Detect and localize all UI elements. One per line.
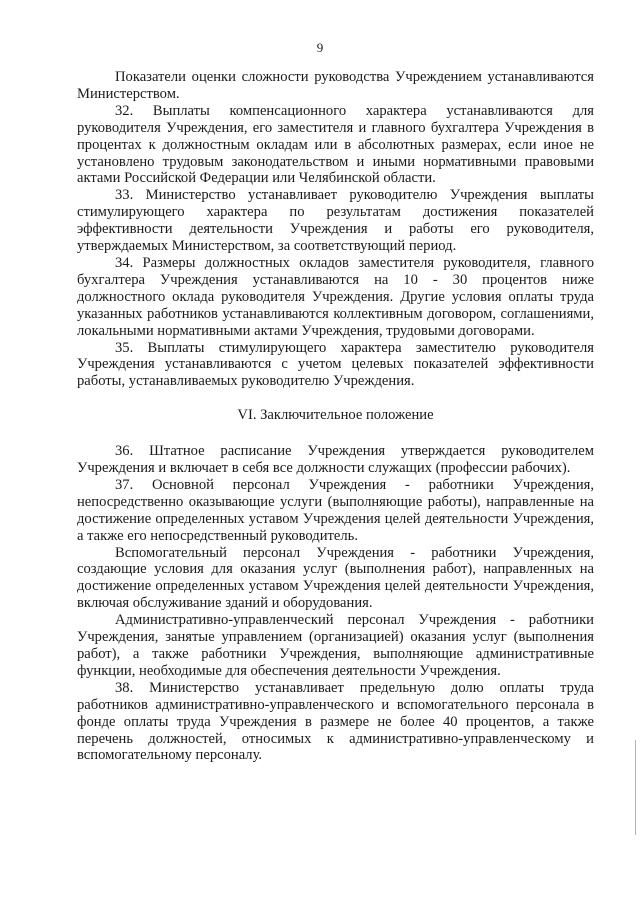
scan-edge-mark xyxy=(635,740,636,835)
paragraph-34: 34. Размеры должностных окладов заместителя руководителя, главного бухгалтера Учреждения устанавливаются на 10 - 30 процентов ниже должностного оклада руководителя Учреждения. Другие условия оплаты труда указанных работников устанавливаются коллективным договором, соглашениями, локальными нормативными актами Учреждения, трудовыми договорами. xyxy=(77,254,594,339)
paragraph-assessment-indicators: Показатели оценки сложности руководства Учреждением устанавливаются Министерством. xyxy=(77,69,594,102)
paragraph-35: 35. Выплаты стимулирующего характера заместителю руководителя Учреждения устанавливаются с учетом целевых показателей эффективности работы, устанавливаемых руководителю Учреждения. xyxy=(77,339,594,390)
paragraph-38: 38. Министерство устанавливает предельную долю оплаты труда работников административно-управленческого и вспомогательного персонала в фонде оплаты труда Учреждения в размере не более 40 процентов, а также перечень должностей, относимых к административно-управленческому и вспомогательному персоналу. xyxy=(77,679,594,764)
paragraph-37: 37. Основной персонал Учреждения - работники Учреждения, непосредственно оказывающие услуги (выполняющие работы), направленные на достижение определенных уставом Учреждения целей деятельности Учреждения, а также его непосредственный руководитель. xyxy=(77,476,594,544)
paragraph-support-staff: Вспомогательный персонал Учреждения - работники Учреждения, создающие условия для оказания услуг (выполнения работ), направленных на достижение определенных уставом Учреждения целей деятельности Учреждения, включая обслуживание зданий и оборудования. xyxy=(77,544,594,612)
section-heading: VI. Заключительное положение xyxy=(237,407,434,424)
paragraph-32: 32. Выплаты компенсационного характера устанавливаются для руководителя Учреждения, его заместителя и главного бухгалтера Учреждения в процентах к должностным окладам или в абсолютных размерах, если иное не установлено трудовым законодательством и иными нормативными правовыми актами Российской Федерации или Челябинской области. xyxy=(77,102,594,187)
page-number: 9 xyxy=(316,40,324,55)
paragraph-admin-staff: Административно-управленческий персонал Учреждения - работники Учреждения, занятые управлением (организацией) оказания услуг (выполнения работ), а также работники Учреждения, выполняющие административные функции, необходимые для обеспечения деятельности Учреждения. xyxy=(77,612,594,679)
paragraph-36: 36. Штатное расписание Учреждения утверждается руководителем Учреждения и включает в себя все должности служащих (профессии рабочих). xyxy=(77,443,594,477)
document-body xyxy=(77,69,594,764)
paragraph-33: 33. Министерство устанавливает руководителю Учреждения выплаты стимулирующего характера по результатам достижения показателей эффективности деятельности Учреждения и работы его руководителя, утверждаемых Министерством, за соответствующий период. xyxy=(77,187,594,255)
